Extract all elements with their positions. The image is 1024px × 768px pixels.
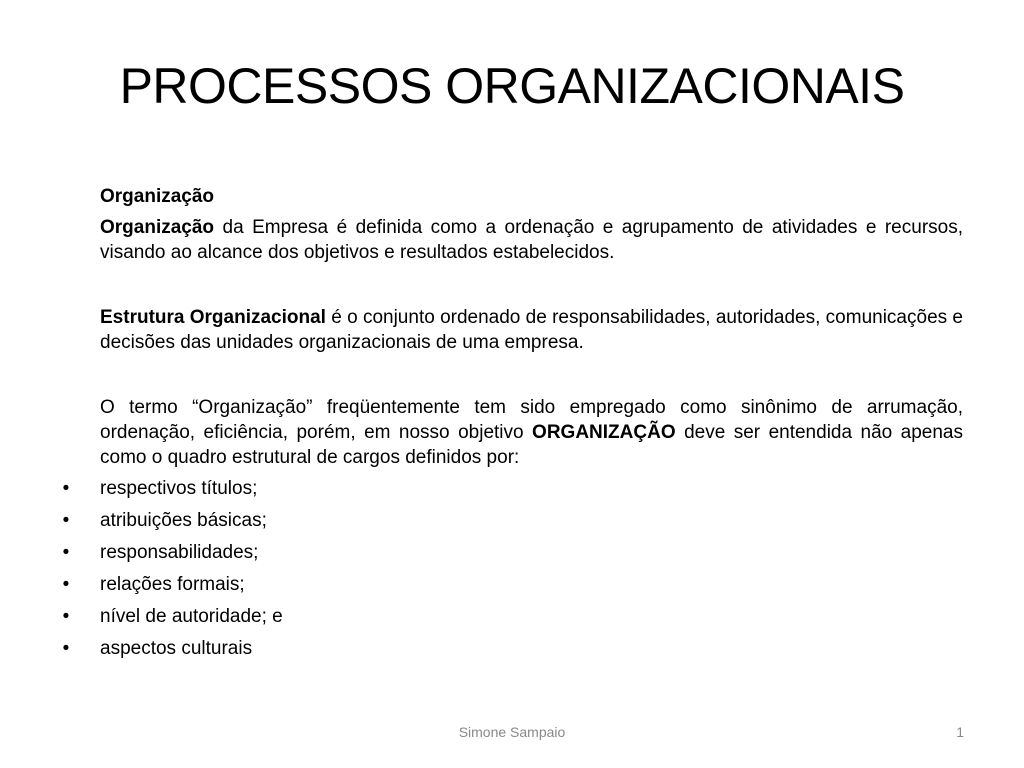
list-item-text: respectivos títulos;	[100, 478, 258, 499]
list-item	[62, 636, 963, 668]
page-number: 1	[956, 724, 964, 740]
list-item	[62, 572, 963, 604]
bullet-list	[62, 476, 963, 668]
list-item	[62, 508, 963, 540]
list-item-text: responsabilidades;	[100, 542, 259, 563]
paragraph-organizacao	[100, 215, 963, 265]
bullet-icon: •	[62, 574, 70, 595]
list-item-text: nível de autoridade; e	[100, 606, 283, 627]
paragraph-termo	[100, 395, 963, 470]
section-heading: Organização	[100, 186, 215, 207]
paragraph-estrutura-term: Estrutura Organizacional	[100, 307, 326, 328]
paragraph-organizacao-text: da Empresa é definida como a ordenação e agrupamento de atividades e recursos, visando ao alcance dos objetivos e resultados estabelecidos.	[100, 217, 963, 263]
list-item-text: aspectos culturais	[100, 638, 253, 659]
list-item	[62, 540, 963, 572]
paragraph-termo-text-after: deve ser entendida não apenas como o quadro estrutural de cargos definidos por:	[100, 422, 964, 468]
paragraph-estrutura	[100, 305, 963, 355]
list-item	[62, 604, 963, 636]
paragraph-organizacao-term: Organização	[100, 217, 215, 238]
bullet-icon: •	[62, 510, 70, 531]
bullet-icon: •	[62, 542, 70, 563]
bullet-icon: •	[62, 606, 70, 627]
paragraph-estrutura-text: é o conjunto ordenado de responsabilidades, autoridades, comunicações e decisões das unidades organizacionais de uma empresa.	[100, 307, 963, 353]
list-item-text: atribuições básicas;	[100, 510, 267, 531]
list-item	[62, 476, 963, 508]
slide-title: PROCESSOS ORGANIZACIONAIS	[119, 58, 905, 114]
slide-body	[62, 184, 964, 668]
bullet-icon: •	[62, 638, 70, 659]
bullet-icon: •	[62, 478, 70, 499]
footer-author: Simone Sampaio	[458, 724, 566, 740]
paragraph-termo-term: ORGANIZAÇÃO	[532, 422, 676, 443]
paragraph-termo-text-before: O termo “Organização” freqüentemente tem sido empregado como sinônimo de arrumação, ordenação, eficiência, porém, em nosso objetivo	[100, 397, 963, 443]
list-item-text: relações formais;	[100, 574, 245, 595]
